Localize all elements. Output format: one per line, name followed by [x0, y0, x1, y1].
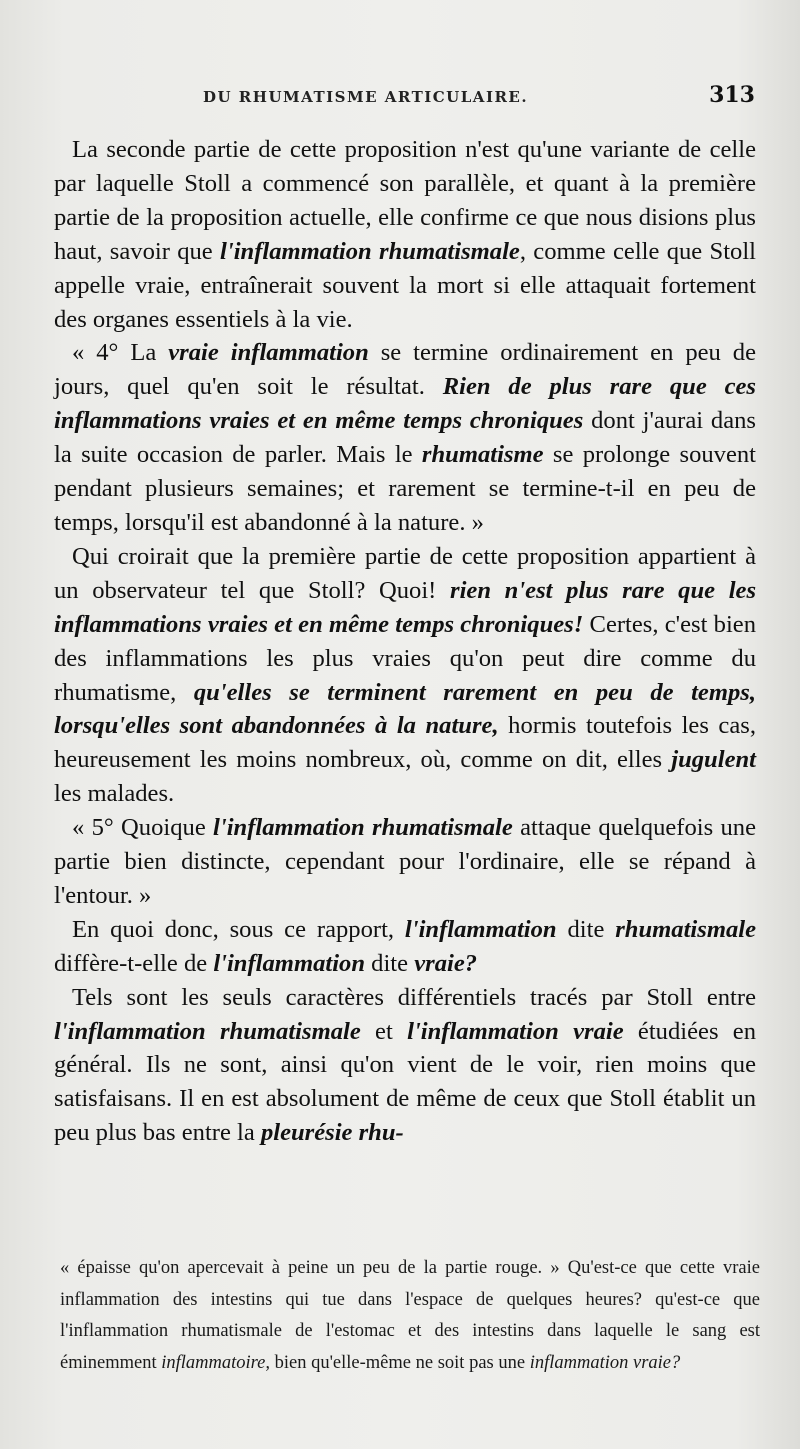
- text-run: et: [360, 1017, 408, 1045]
- text-run: dont j'aurai dans la suite occasion de parler. Mais le: [54, 407, 756, 469]
- italic-text: vraie inflammation: [168, 339, 369, 367]
- running-title: DU RHUMATISME ARTICULAIRE.: [203, 88, 529, 106]
- footnote-text: [60, 1253, 760, 1380]
- italic-text: qu'elles se terminent rarement en peu de temps, lorsqu'elles sont abandonnées à la nature,: [54, 678, 756, 740]
- text-run: Qui croirait que la première partie de cette proposition appartient à un observateur tel que Stoll? Quoi!: [54, 542, 756, 604]
- text-run: dite: [365, 949, 415, 977]
- text-run: « épaisse qu'on apercevait à peine un peu de la partie rouge. » Qu'est-ce que cette vraie inflammation des intestins qui tue dans l'espace de quelques heures? qu'est-ce que l'inflammation rhumatismale de l'estomac et des intestins dans laquelle le sang est éminemment: [60, 1258, 760, 1374]
- paragraph: [54, 133, 756, 336]
- paragraph: [54, 913, 756, 981]
- text-run: La seconde partie de cette proposition n'est qu'une variante de celle par laquelle Stoll a commencé son parallèle, et quant à la première partie de la proposition actuelle, elle confirme ce que nous disions plus haut, savoir que: [54, 136, 756, 265]
- italic-text: l'inflammation: [404, 915, 557, 943]
- italic-text: rien n'est plus rare que les inflammations vraies et en même temps chroniques!: [54, 576, 757, 638]
- text-run: Tels sont les seuls caractères différentiels tracés par Stoll entre: [72, 983, 756, 1011]
- text-run: dite: [556, 915, 616, 943]
- text-run: les malades.: [54, 780, 175, 808]
- italic-text: l'inflammation rhumatismale: [54, 1017, 361, 1045]
- text-run: diffère-t-elle de: [54, 949, 214, 977]
- paragraph: [54, 811, 756, 913]
- italic-text: Rien de plus rare que ces inflammations vraies et en même temps chroniques: [54, 373, 756, 435]
- text-run: bien qu'elle-même ne soit pas une: [270, 1353, 530, 1374]
- footnote: [60, 1253, 760, 1380]
- italic-text: inflammatoire,: [161, 1353, 270, 1374]
- paragraph: [54, 336, 756, 539]
- text-run: « 4° La: [72, 339, 169, 367]
- italic-text: pleurésie rhu-: [260, 1119, 404, 1147]
- body-text: [54, 133, 756, 1150]
- text-run: étudiées en général. Ils ne sont, ainsi qu'on vient de le voir, rien moins que satisfaisans. Il en est absolument de même de ceux que Stoll établit un peu plus bas entre la: [54, 1017, 757, 1147]
- running-head: [60, 82, 755, 112]
- italic-text: l'inflammation vraie: [407, 1017, 624, 1045]
- italic-text: l'inflammation rhumatismale: [220, 237, 520, 265]
- text-run: se termine ordinairement en peu de jours, quel qu'en soit le résultat.: [54, 339, 756, 401]
- italic-text: rhumatisme: [421, 441, 544, 469]
- text-run: hormis toutefois les cas, heureusement les moins nombreux, où, comme on dit, elles: [54, 712, 756, 774]
- text-run: « 5° Quoique: [72, 814, 214, 842]
- italic-text: l'inflammation rhumatismale: [213, 814, 513, 842]
- text-run: , comme celle que Stoll appelle vraie, entraînerait souvent la mort si elle attaquait fortement des organes essentiels à la vie.: [54, 237, 757, 333]
- italic-text: rhumatismale: [615, 915, 756, 943]
- text-run: attaque quelquefois une partie bien distincte, cependant pour l'ordinaire, elle se répand à l'entour. »: [54, 814, 756, 909]
- paragraph: [54, 981, 756, 1151]
- text-run: se prolonge souvent pendant plusieurs semaines; et rarement se termine-t-il en peu de temps, lorsqu'il est abandonné à la nature. »: [54, 441, 757, 536]
- text-run: En quoi donc, sous ce rapport,: [72, 915, 405, 943]
- italic-text: inflammation vraie?: [529, 1353, 681, 1374]
- text-run: Certes, c'est bien des inflammations les plus vraies qu'on peut dire comme du rhumatisme,: [54, 610, 757, 706]
- italic-text: l'inflammation: [213, 949, 366, 977]
- italic-text: vraie?: [414, 949, 478, 977]
- page-number: 313: [709, 82, 755, 108]
- paragraph: [54, 540, 756, 811]
- italic-text: jugulent: [671, 746, 756, 774]
